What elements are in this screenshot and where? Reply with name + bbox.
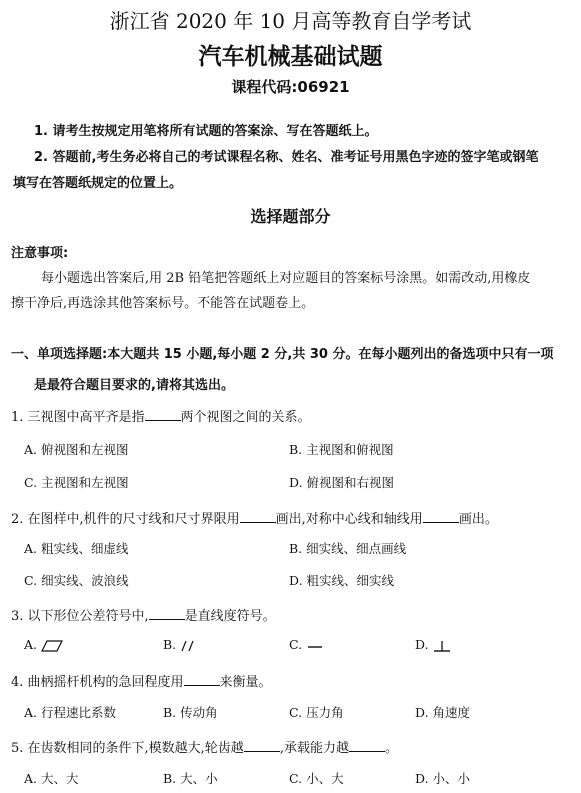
answer-blank xyxy=(149,607,185,620)
option-c: C. 压力角 xyxy=(289,705,344,720)
perpendicularity-symbol-icon xyxy=(433,640,451,652)
answer-blank xyxy=(349,739,385,752)
attention-label: 注意事项: xyxy=(11,246,69,261)
option-c: C. 小、大 xyxy=(289,771,344,786)
course-code: 课程代码:06921 xyxy=(231,78,350,96)
option-b: B. 细实线、细点画线 xyxy=(289,541,407,556)
flatness-symbol-icon xyxy=(41,640,63,652)
option-b: B. xyxy=(163,637,198,652)
answer-blank xyxy=(240,510,276,523)
option-c: C. 细实线、波浪线 xyxy=(24,573,129,588)
option-d: D. 角速度 xyxy=(415,705,471,720)
option-c: C. 主视图和左视图 xyxy=(24,475,129,490)
notice-line-1: 1. 请考生按规定用笔将所有试题的答案涂、写在答题纸上。 xyxy=(34,124,378,139)
option-a: A. 俯视图和左视图 xyxy=(24,442,129,457)
option-a: A. 大、大 xyxy=(24,771,79,786)
subject-title: 汽车机械基础试题 xyxy=(198,44,383,70)
part-one-line-1: 一、单项选择题:本大题共 15 小题,每小题 2 分,共 30 分。在每小题列出的备选项中只有一项 xyxy=(11,347,554,362)
answer-blank xyxy=(145,408,181,421)
notice-line-3: 填写在答题纸规定的位置上。 xyxy=(13,176,183,191)
option-a: A. 粗实线、细虚线 xyxy=(24,541,129,556)
exam-title: 浙江省 2020 年 10 月高等教育自学考试 xyxy=(109,9,472,33)
option-d: D. 俯视图和右视图 xyxy=(289,475,395,490)
straightness-symbol-icon xyxy=(306,640,324,652)
question-stem: 4. 曲柄摇杆机构的急回程度用 来衡量。 xyxy=(11,675,272,690)
notice-line-2: 2. 答题前,考生务必将自己的考试课程名称、姓名、准考证号用黑色字迹的签字笔或钢笔 xyxy=(34,150,539,165)
option-b: B. 传动角 xyxy=(163,705,218,720)
attention-line-2: 擦干净后,再选涂其他答案标号。不能答在试题卷上。 xyxy=(11,296,315,311)
option-d: D. 粗实线、细实线 xyxy=(289,573,395,588)
parallelism-symbol-icon xyxy=(180,640,198,652)
option-a: A. 行程速比系数 xyxy=(24,705,116,720)
option-d: D. xyxy=(415,637,451,652)
attention-line-1: 每小题选出答案后,用 2B 铅笔把答题纸上对应题目的答案标号涂黑。如需改动,用橡皮 xyxy=(41,271,531,286)
part-one-line-2: 是最符合题目要求的,请将其选出。 xyxy=(34,378,234,393)
question-stem: 3. 以下形位公差符号中, 是直线度符号。 xyxy=(11,609,276,624)
option-a: A. xyxy=(24,637,63,652)
option-b: B. 大、小 xyxy=(163,771,218,786)
option-b: B. 主视图和俯视图 xyxy=(289,442,394,457)
question-stem: 2. 在图样中,机件的尺寸线和尺寸界限用 画出,对称中心线和轴线用 画出。 xyxy=(11,512,498,527)
answer-blank xyxy=(423,510,459,523)
option-d: D. 小、小 xyxy=(415,771,471,786)
section-title: 选择题部分 xyxy=(250,207,331,226)
question-stem: 1. 三视图中高平齐是指 两个视图之间的关系。 xyxy=(11,410,311,425)
question-stem: 5. 在齿数相同的条件下,模数越大,轮齿越 ,承载能力越 。 xyxy=(11,741,398,756)
option-c: C. xyxy=(289,637,324,652)
answer-blank xyxy=(184,673,220,686)
answer-blank xyxy=(244,739,280,752)
